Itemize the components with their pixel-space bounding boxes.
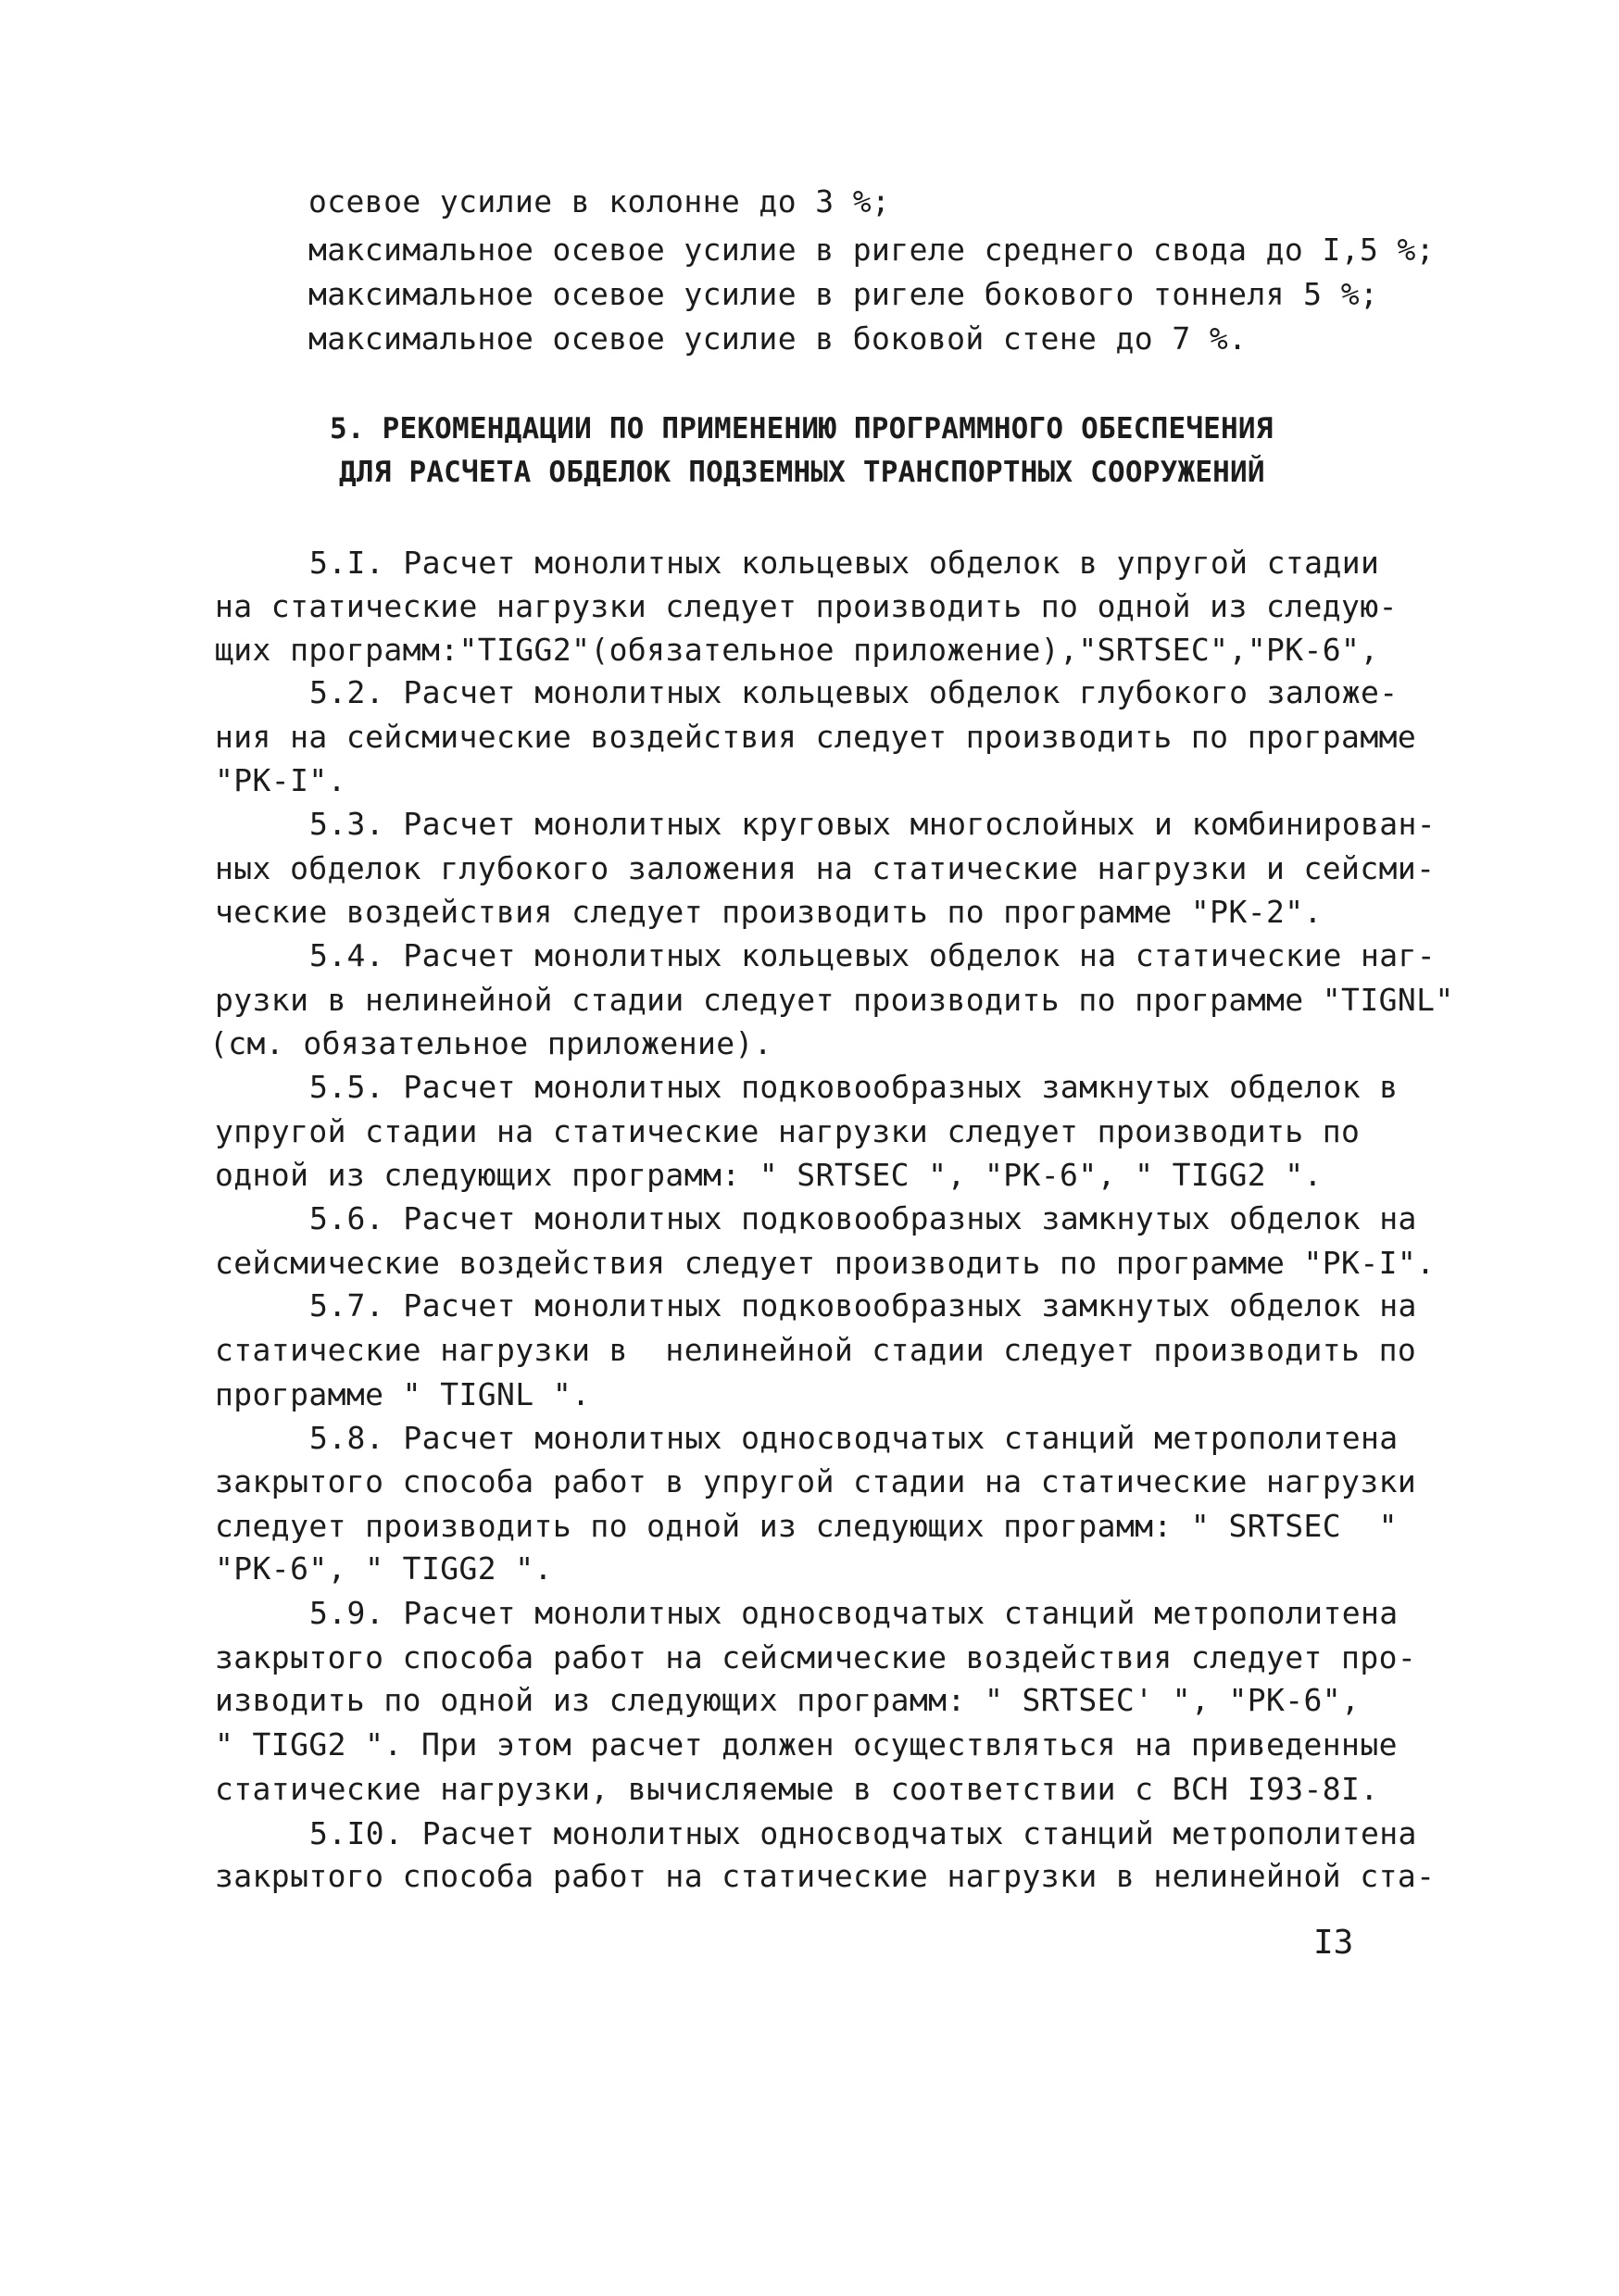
paragraph-line: на статические нагрузки следует производить по одной из следую- [215,588,1398,624]
paragraph-line: следует производить по одной из следующих программ: " SRTSEC " [215,1508,1398,1544]
paragraph-line: "РК-6", " TIGG2 ". [215,1550,553,1587]
paragraph-line: статические нагрузки, вычисляемые в соответствии с ВСН I93-8I. [215,1771,1379,1807]
paragraph-line: закрытого способа работ на статические нагрузки в нелинейной ста- [215,1858,1436,1894]
paragraph-line: упругой стадии на статические нагрузки следует производить по [215,1113,1361,1149]
paragraph-line: одной из следующих программ: " SRTSEC ", "РК-6", " TIGG2 ". [215,1157,1323,1193]
paragraph-line: ных обделок глубокого заложения на статические нагрузки и сейсми- [215,850,1436,886]
list-item: максимальное осевое усилие в ригеле среднего свода до I,5 %; [308,232,1436,268]
paragraph-line: 5.I. Расчет монолитных кольцевых обделок в упругой стадии [309,545,1380,581]
paragraph-line: щих программ:"TIGG2"(обязательное приложение),"SRTSEC","РК-6", [215,632,1379,668]
paragraph-line: закрытого способа работ на сейсмические воздействия следует про- [215,1639,1417,1675]
paragraph-line: (см. обязательное приложение). [209,1025,773,1061]
paragraph-line: изводить по одной из следующих программ: " SRTSEC' ", "РК-6", [215,1682,1361,1718]
section-heading: ДЛЯ РАСЧЕТА ОБДЕЛОК ПОДЗЕМНЫХ ТРАНСПОРТНЫХ СООРУЖЕНИЙ [339,456,1265,489]
paragraph-line: "РК-I". [215,762,346,798]
paragraph-line: статические нагрузки в нелинейной стадии следует производить по [215,1332,1417,1368]
paragraph-line: 5.4. Расчет монолитных кольцевых обделок на статические наг- [309,937,1437,973]
paragraph-line: 5.6. Расчет монолитных подковообразных замкнутых обделок на [309,1200,1417,1236]
paragraph-line: 5.I0. Расчет монолитных односводчатых станций метрополитена [309,1815,1417,1851]
paragraph-line: ния на сейсмические воздействия следует производить по программе [215,719,1417,755]
paragraph-line: 5.7. Расчет монолитных подковообразных замкнутых обделок на [309,1287,1417,1324]
paragraph-line: закрытого способа работ в упругой стадии на статические нагрузки [215,1463,1417,1499]
paragraph-line: 5.9. Расчет монолитных односводчатых станций метрополитена [309,1595,1399,1631]
section-heading: 5. РЕКОМЕНДАЦИИ ПО ПРИМЕНЕНИЮ ПРОГРАММНОГО ОБЕСПЕЧЕНИЯ [330,412,1274,445]
paragraph-line: рузки в нелинейной стадии следует производить по программе "TIGNL" [215,982,1454,1018]
list-item: максимальное осевое усилие в боковой стене до 7 %. [308,320,1248,357]
paragraph-line: ческие воздействия следует производить по программе "РК-2". [215,894,1323,930]
list-item: максимальное осевое усилие в ригеле бокового тоннеля 5 %; [308,276,1379,312]
paragraph-line: 5.3. Расчет монолитных круговых многослойных и комбинирован- [309,806,1437,842]
paragraph-line: " TIGG2 ". При этом расчет должен осуществляться на приведенные [215,1726,1398,1763]
paragraph-line: 5.5. Расчет монолитных подковообразных замкнутых обделок в [309,1069,1399,1105]
list-item: осевое усилие в колонне до 3 %; [308,183,891,220]
page-number: I3 [1313,1924,1354,1962]
paragraph-line: 5.8. Расчет монолитных односводчатых станций метрополитена [309,1420,1399,1456]
paragraph-line: 5.2. Расчет монолитных кольцевых обделок глубокого заложе- [309,674,1399,710]
paragraph-line: программе " TIGNL ". [215,1376,591,1412]
paragraph-line: сейсмические воздействия следует производить по программе "РК-I". [215,1245,1436,1281]
